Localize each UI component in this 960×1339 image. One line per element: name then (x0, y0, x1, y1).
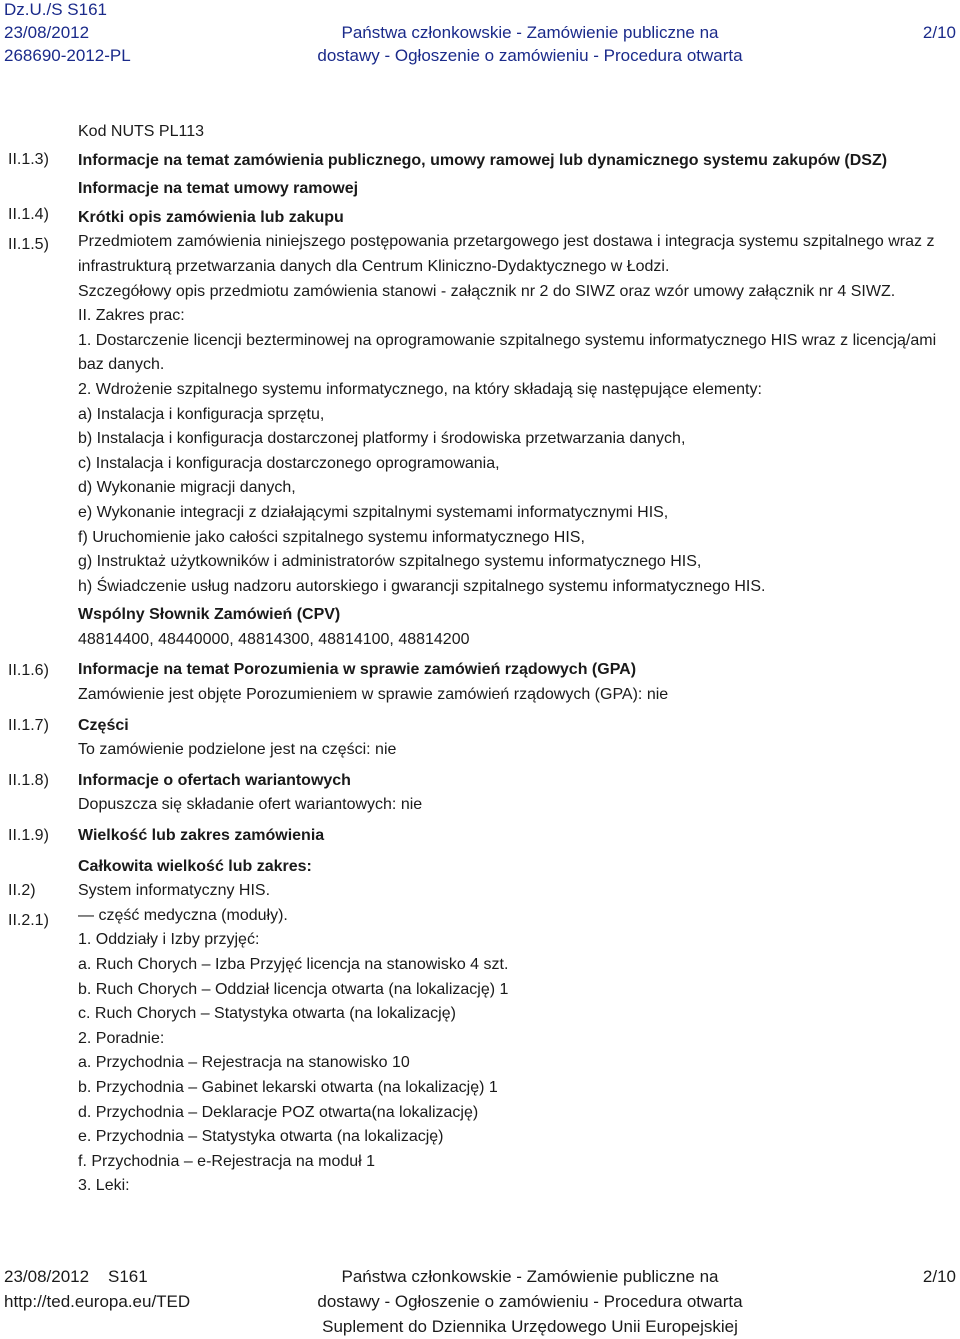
journal-ref: Dz.U./S S161 (4, 0, 107, 19)
nuts-code: Kod NUTS PL113 (78, 123, 204, 140)
description-text: Szczegółowy opis przedmiotu zamówienia stanowi - załącznik nr 2 do SIWZ oraz wzór umowy załącznik nr 4 SIWZ. (78, 282, 896, 300)
scope-line: e. Przychodnia – Statystyka otwarta (na lokalizację) (78, 1128, 444, 1146)
scope-line: a. Ruch Chorych – Izba Przyjęć licencja na stanowisko 4 szt. (78, 956, 509, 973)
description-text: II. Zakres prac: (78, 307, 185, 325)
description-text: 2. Wdrożenie szpitalnego systemu informatycznego, na który składają się następujące elementy: (78, 380, 762, 398)
section-number: II.1.4) (8, 206, 49, 223)
heading-total-quantity: Całkowita wielkość lub zakres: (78, 857, 312, 875)
list-item: h) Świadczenie usług nadzoru autorskiego i gwarancji szpitalnego systemu informatycznego HIS. (78, 577, 766, 595)
footer-series: S161 (108, 1267, 148, 1286)
parts-text: To zamówienie podzielone jest na części: nie (78, 741, 397, 759)
scope-line: b. Ruch Chorych – Oddział licencja otwarta (na lokalizację) 1 (78, 980, 509, 998)
variants-text: Dopuszcza się składanie ofert wariantowych: nie (78, 796, 423, 814)
description-text: 1. Dostarczenie licencji bezterminowej na oprogramowanie szpitalnego systemu informatycznego HIS wraz z licencją/ami baz danych. (78, 331, 937, 374)
list-item: d) Wykonanie migracji danych, (78, 479, 296, 497)
header-title (310, 21, 750, 67)
heading-variants: Informacje o ofertach wariantowych (78, 771, 351, 789)
scope-line: a. Przychodnia – Rejestracja na stanowisko 10 (78, 1054, 410, 1072)
header-date: 23/08/2012 (4, 23, 90, 42)
section-number: II.1.9) (8, 827, 49, 844)
heading-parts: Części (78, 716, 129, 734)
heading-cpv: Wspólny Słownik Zamówień (CPV) (78, 606, 341, 624)
footer-left (4, 1264, 190, 1314)
scope-line: d. Przychodnia – Deklaracje POZ otwarta(na lokalizację) (78, 1103, 479, 1121)
page-header (0, 0, 960, 72)
footer-url[interactable]: http://ted.europa.eu/TED (4, 1292, 191, 1311)
scope-line: — część medyczna (moduły). (78, 906, 288, 924)
list-item: f) Uruchomienie jako całości szpitalnego systemu informatycznego HIS, (78, 528, 585, 546)
gpa-text: Zamówienie jest objęte Porozumieniem w sprawie zamówień rządowych (GPA): nie (78, 686, 669, 704)
cpv-codes: 48814400, 48440000, 48814300, 48814100, 48814200 (78, 630, 470, 648)
scope-line: System informatyczny HIS. (78, 882, 271, 900)
footer-date-series (4, 1264, 190, 1289)
scope-line: c. Ruch Chorych – Statystyka otwarta (na lokalizację) (78, 1005, 456, 1023)
list-item: g) Instruktaż użytkowników i administratorów szpitalnego systemu informatycznego HIS, (78, 553, 702, 571)
list-item: e) Wykonanie integracji z działającymi szpitalnymi systemami informatycznymi HIS, (78, 503, 669, 521)
list-item: b) Instalacja i konfiguracja dostarczonej platformy i środowiska przetwarzania danych, (78, 430, 686, 448)
page-footer (0, 1264, 960, 1334)
heading-short-description: Krótki opis zamówienia lub zakupu (78, 208, 344, 226)
list-item: c) Instalacja i konfiguracja dostarczonego oprogramowania, (78, 454, 500, 472)
footer-title-line1: Państwa członkowskie - Zamówienie publiczne na (341, 1267, 719, 1286)
footer-date: 23/08/2012 (4, 1267, 90, 1286)
section-number: II.2) (8, 882, 36, 899)
description-text: Przedmiotem zamówienia niniejszego postępowania przetargowego jest dostawa i integracja systemu szpitalnego wraz z infrastrukturą przetwarzania danych dla Centrum Kliniczno-Dydaktycznego w Łodzi. (78, 233, 935, 275)
heading-framework: Informacje na temat umowy ramowej (78, 180, 359, 198)
document-body (78, 120, 948, 1199)
scope-line: f. Przychodnia – e-Rejestracja na moduł 1 (78, 1152, 376, 1170)
scope-line: 2. Poradnie: (78, 1029, 165, 1047)
header-left (4, 0, 131, 67)
footer-supplement: Suplement do Dziennika Urzędowego Unii Europejskiej (322, 1317, 738, 1336)
footer-title-line2: dostawy - Ogłoszenie o zamówieniu - Procedura otwarta (317, 1292, 743, 1311)
scope-line: 3. Leki: (78, 1177, 130, 1195)
list-item: a) Instalacja i konfiguracja sprzętu, (78, 405, 325, 423)
footer-page: 2/10 (922, 1267, 956, 1286)
section-number: II.1.5) (8, 236, 49, 253)
heading-gpa: Informacje na temat Porozumienia w sprawie zamówień rządowych (GPA) (78, 661, 637, 679)
header-title-line1: Państwa członkowskie - Zamówienie publiczne na (341, 23, 719, 42)
heading-contract-info: Informacje na temat zamówienia publicznego, umowy ramowej lub dynamicznego systemu zakupów (DSZ) (78, 151, 888, 169)
scope-line: 1. Oddziały i Izby przyjęć: (78, 931, 260, 949)
header-title-line2: dostawy - Ogłoszenie o zamówieniu - Procedura otwarta (317, 46, 743, 65)
scope-line: b. Przychodnia – Gabinet lekarski otwarta (na lokalizację) 1 (78, 1078, 498, 1096)
section-number: II.1.6) (8, 662, 49, 679)
header-page: 2/10 (922, 23, 956, 42)
footer-title (310, 1264, 750, 1339)
doc-id: 268690-2012-PL (4, 46, 131, 65)
section-number: II.1.8) (8, 772, 49, 789)
section-number: II.1.7) (8, 717, 49, 734)
section-number: II.1.3) (8, 151, 49, 168)
heading-quantity: Wielkość lub zakres zamówienia (78, 827, 325, 845)
section-number: II.2.1) (8, 912, 49, 929)
